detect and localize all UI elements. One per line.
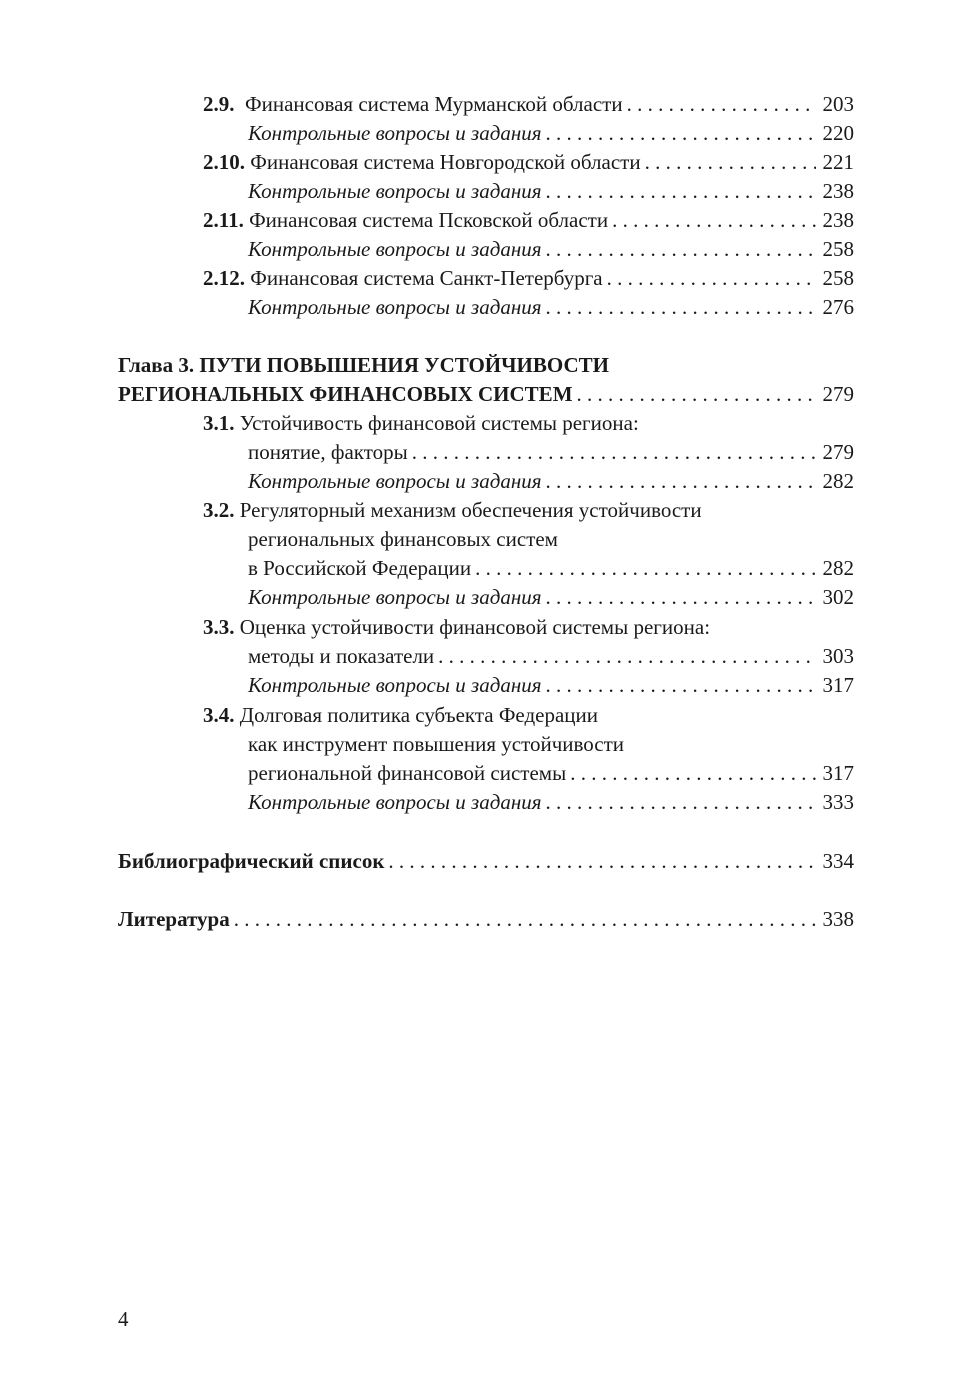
toc-entry-literature[interactable] bbox=[118, 905, 854, 934]
toc-entry-bibliography[interactable] bbox=[118, 847, 854, 876]
page-ref: 258 bbox=[822, 266, 854, 290]
section-number: 3.3. bbox=[203, 615, 235, 639]
page-ref: 221 bbox=[822, 150, 854, 174]
section-title: Финансовая система Мурманской области bbox=[245, 92, 623, 116]
dot-leader bbox=[412, 438, 816, 467]
toc-entry-questions[interactable] bbox=[248, 293, 854, 322]
toc-entry-3-3[interactable] bbox=[203, 613, 854, 642]
dot-leader bbox=[546, 467, 816, 496]
page-ref: 302 bbox=[822, 585, 854, 609]
page-number: 4 bbox=[118, 1307, 129, 1331]
questions-title: Контрольные вопросы и задания bbox=[248, 469, 542, 493]
dot-leader bbox=[546, 293, 816, 322]
dot-leader bbox=[546, 788, 816, 817]
dot-leader bbox=[475, 554, 816, 583]
section-title-continued: в Российской Федерации bbox=[248, 556, 472, 580]
section-title-continued: как инструмент повышения устойчивости bbox=[248, 732, 625, 756]
section-number: 3.4. bbox=[203, 703, 235, 727]
page-ref: 333 bbox=[822, 790, 854, 814]
page-ref: 276 bbox=[822, 295, 854, 319]
dot-leader bbox=[546, 235, 816, 264]
page-ref: 258 bbox=[822, 237, 854, 261]
section-title-continued: понятие, факторы bbox=[248, 440, 408, 464]
dot-leader bbox=[546, 177, 816, 206]
toc-entry-2-9[interactable] bbox=[203, 90, 854, 119]
questions-title: Контрольные вопросы и задания bbox=[248, 295, 542, 319]
toc-entry-3-2-cont[interactable] bbox=[248, 525, 854, 554]
section-number: 2.10. bbox=[203, 150, 245, 174]
questions-title: Контрольные вопросы и задания bbox=[248, 179, 542, 203]
section-title: Регуляторный механизм обеспечения устойчивости bbox=[239, 498, 702, 522]
page-ref: 220 bbox=[822, 121, 854, 145]
questions-title: Контрольные вопросы и задания bbox=[248, 585, 542, 609]
questions-title: Контрольные вопросы и задания bbox=[248, 673, 542, 697]
page-ref: 317 bbox=[822, 673, 854, 697]
literature-title: Литература bbox=[118, 907, 230, 931]
chapter-title-continued: РЕГИОНАЛЬНЫХ ФИНАНСОВЫХ СИСТЕМ bbox=[118, 382, 573, 406]
section-title-continued: методы и показатели bbox=[248, 644, 435, 668]
section-number: 3.1. bbox=[203, 411, 235, 435]
page-ref: 203 bbox=[822, 92, 854, 116]
page-ref: 282 bbox=[822, 469, 854, 493]
questions-title: Контрольные вопросы и задания bbox=[248, 121, 542, 145]
toc-entry-3-3-cont[interactable] bbox=[248, 642, 854, 671]
dot-leader bbox=[546, 583, 816, 612]
toc-entry-questions[interactable] bbox=[248, 671, 854, 700]
chapter-title: Глава 3. ПУТИ ПОВЫШЕНИЯ УСТОЙЧИВОСТИ bbox=[118, 353, 609, 377]
bibliography-title: Библиографический список bbox=[118, 849, 385, 873]
dot-leader bbox=[612, 206, 816, 235]
section-title: Финансовая система Новгородской области bbox=[250, 150, 641, 174]
section-number: 3.2. bbox=[203, 498, 235, 522]
dot-leader bbox=[438, 642, 816, 671]
toc-entry-questions[interactable] bbox=[248, 235, 854, 264]
toc-entry-chapter-3[interactable] bbox=[118, 380, 854, 409]
section-title-continued: региональной финансовой системы bbox=[248, 761, 567, 785]
page-ref: 238 bbox=[822, 179, 854, 203]
toc-entry-questions[interactable] bbox=[248, 177, 854, 206]
dot-leader bbox=[627, 90, 816, 119]
dot-leader bbox=[388, 847, 816, 876]
page-ref: 238 bbox=[822, 208, 854, 232]
toc-entry-3-2[interactable] bbox=[203, 496, 854, 525]
dot-leader bbox=[577, 380, 816, 409]
page-ref: 303 bbox=[822, 644, 854, 668]
section-title-continued: региональных финансовых систем bbox=[248, 527, 558, 551]
dot-leader bbox=[570, 759, 816, 788]
section-title: Долговая политика субъекта Федерации bbox=[239, 703, 599, 727]
questions-title: Контрольные вопросы и задания bbox=[248, 237, 542, 261]
questions-title: Контрольные вопросы и задания bbox=[248, 790, 542, 814]
section-number: 2.12. bbox=[203, 266, 245, 290]
page-ref: 317 bbox=[822, 761, 854, 785]
page-ref: 279 bbox=[822, 382, 854, 406]
toc-entry-3-2-cont[interactable] bbox=[248, 554, 854, 583]
toc-entry-2-12[interactable] bbox=[203, 264, 854, 293]
toc-entry-3-4-cont[interactable] bbox=[248, 730, 854, 759]
section-title: Устойчивость финансовой системы региона: bbox=[239, 411, 639, 435]
toc-entry-3-1-cont[interactable] bbox=[248, 438, 854, 467]
toc-entry-questions[interactable] bbox=[248, 583, 854, 612]
section-title: Финансовая система Санкт-Петербурга bbox=[250, 266, 603, 290]
page-ref: 334 bbox=[822, 849, 854, 873]
toc-entry-questions[interactable] bbox=[248, 788, 854, 817]
toc-entry-3-4-cont[interactable] bbox=[248, 759, 854, 788]
chapter-3-title-line[interactable] bbox=[118, 351, 854, 380]
section-number: 2.9. bbox=[203, 92, 235, 116]
dot-leader bbox=[546, 671, 816, 700]
dot-leader bbox=[546, 119, 816, 148]
page-ref: 338 bbox=[822, 907, 854, 931]
toc-entry-2-10[interactable] bbox=[203, 148, 854, 177]
section-number: 2.11. bbox=[203, 208, 244, 232]
toc-entry-3-4[interactable] bbox=[203, 701, 854, 730]
page-ref: 279 bbox=[822, 440, 854, 464]
toc-entry-2-11[interactable] bbox=[203, 206, 854, 235]
page-ref: 282 bbox=[822, 556, 854, 580]
dot-leader bbox=[607, 264, 816, 293]
toc-entry-questions[interactable] bbox=[248, 467, 854, 496]
toc-entry-questions[interactable] bbox=[248, 119, 854, 148]
toc-entry-3-1[interactable] bbox=[203, 409, 854, 438]
dot-leader bbox=[645, 148, 816, 177]
dot-leader bbox=[234, 905, 816, 934]
section-title: Финансовая система Псковской области bbox=[249, 208, 609, 232]
section-title: Оценка устойчивости финансовой системы региона: bbox=[239, 615, 711, 639]
